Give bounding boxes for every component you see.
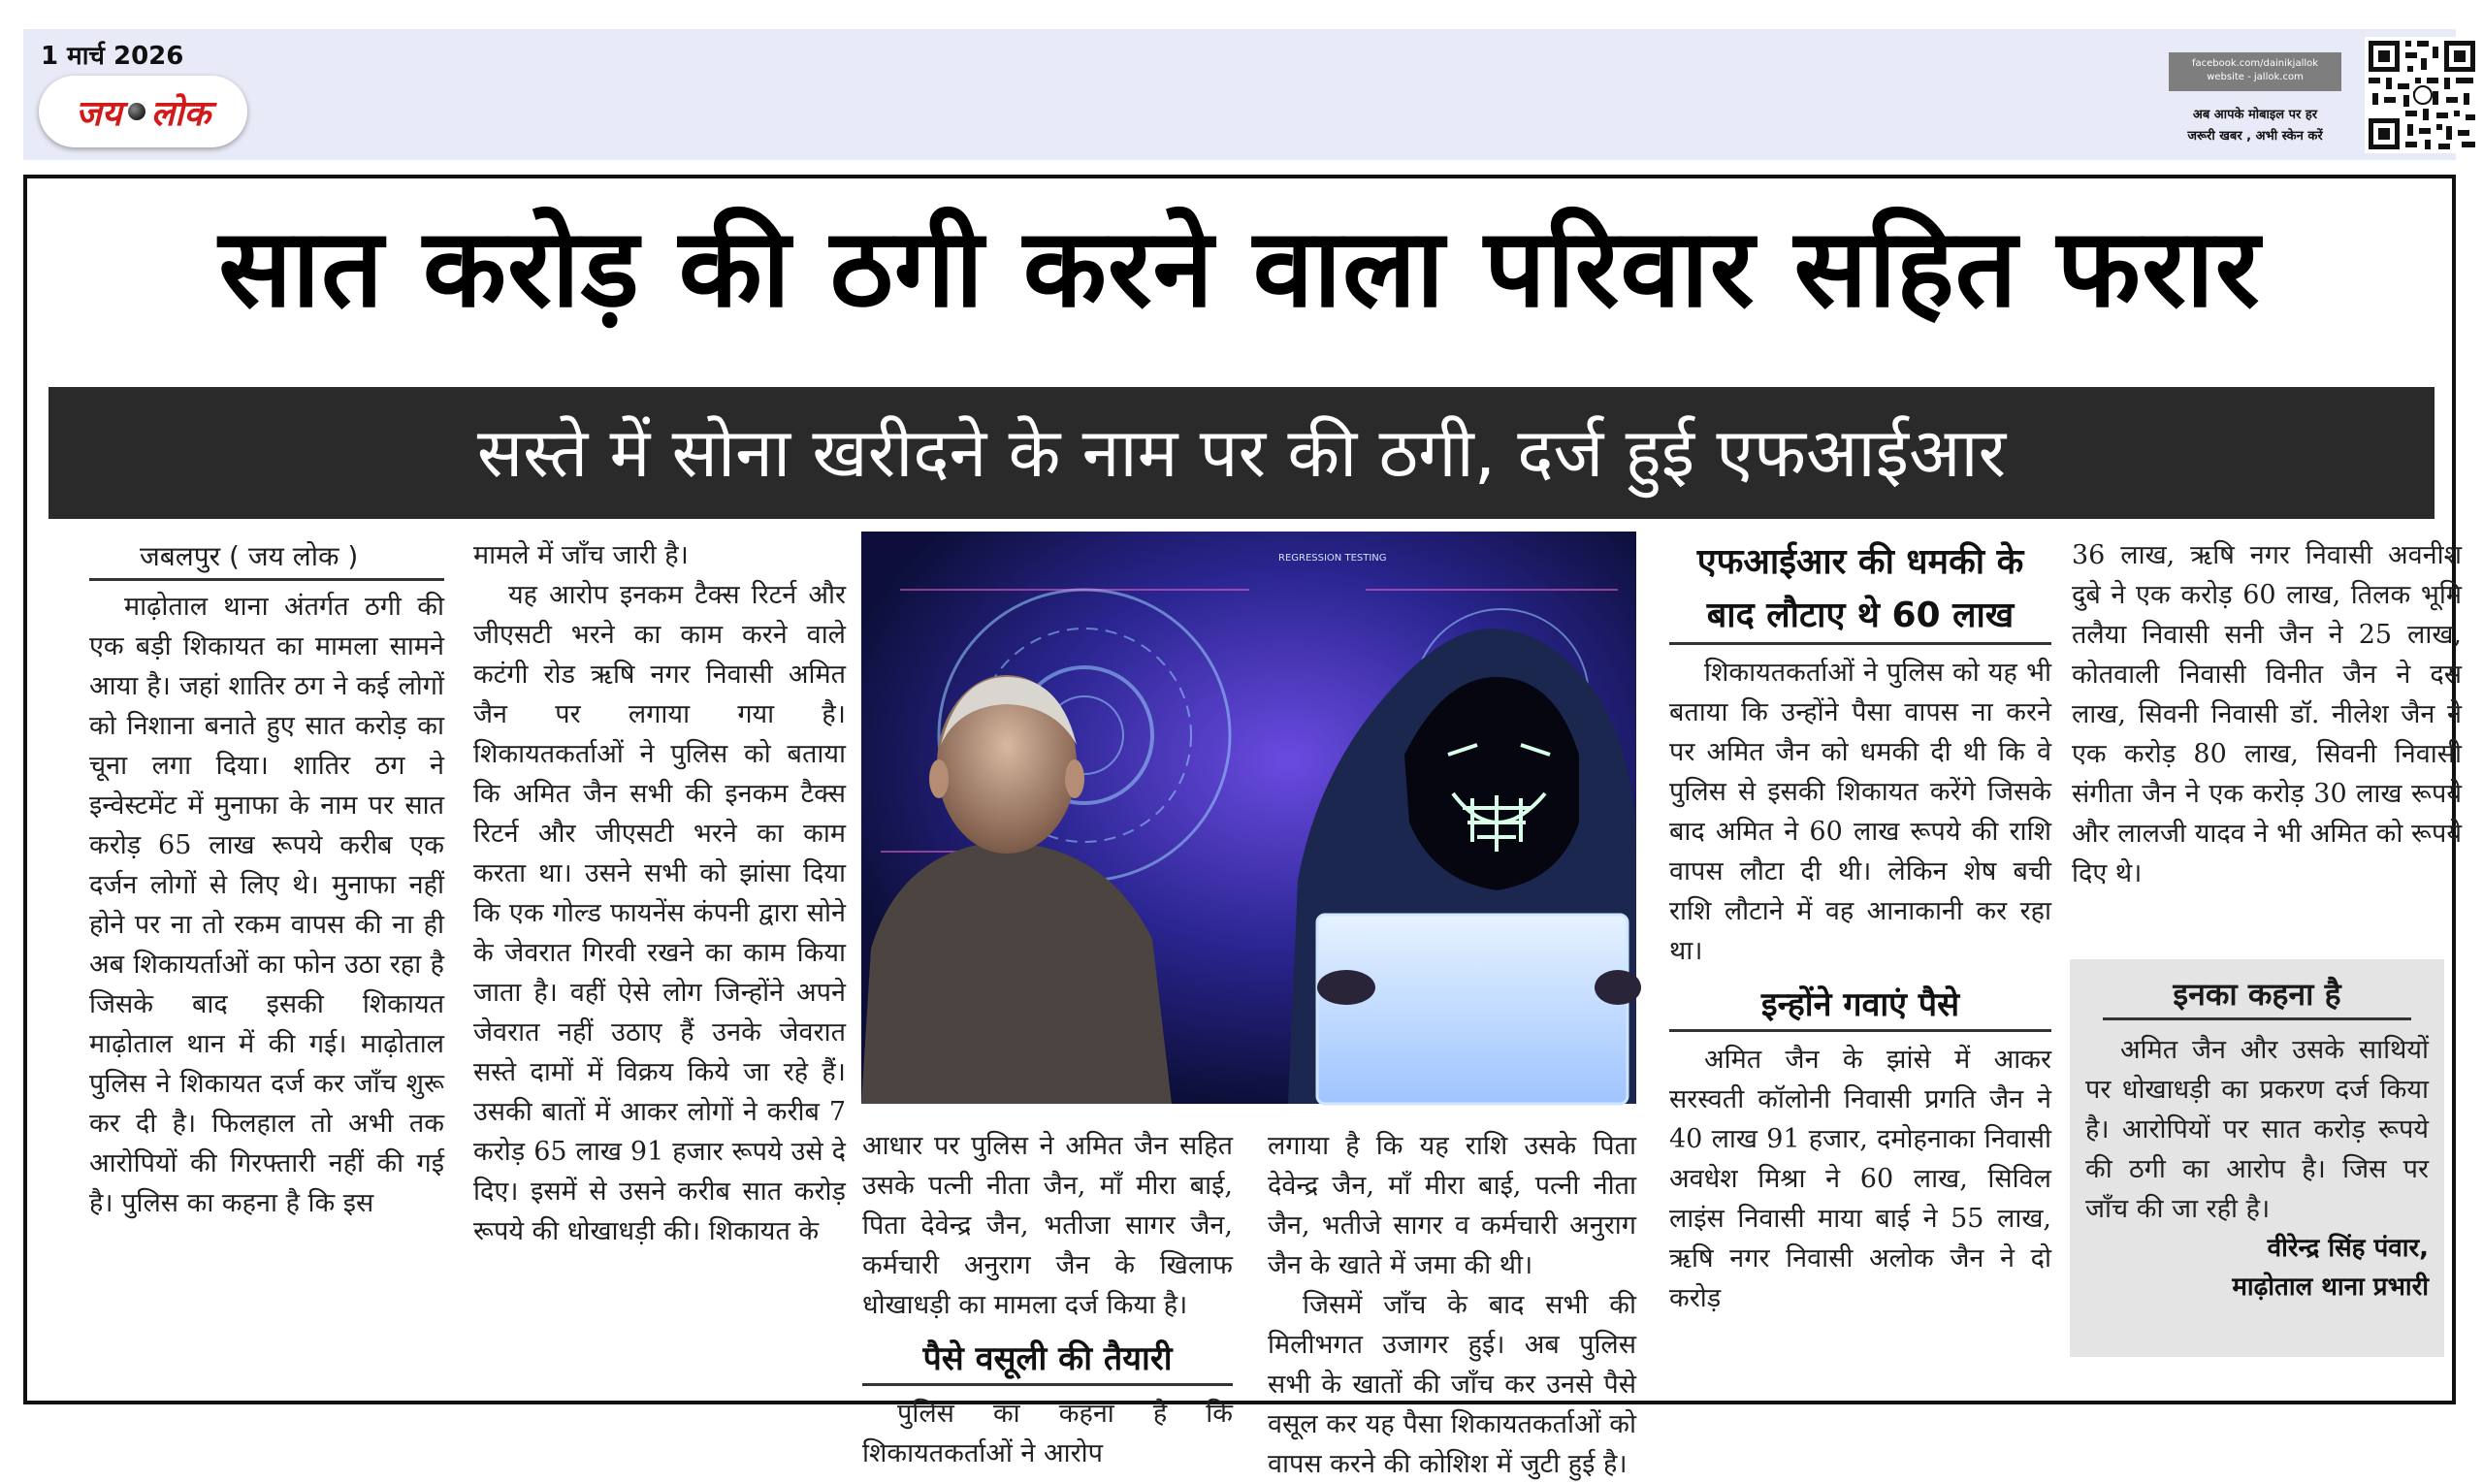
- website-link[interactable]: website - jallok.com: [2207, 72, 2304, 82]
- logo-text-left: जय: [76, 93, 122, 134]
- news-article: [23, 175, 2462, 1479]
- section-heading-victims: इन्होंने गवाएं पैसे: [1669, 981, 2051, 1032]
- globe-icon: [128, 103, 145, 120]
- column-3-text: आधार पर पुलिस ने अमित जैन सहित उसके पत्नी नीता जैन, माँ मीरा बाई, पिता देवेन्द्र जैन, भतीजा सागर जैन, कर्मचारी अनुराग जैन के खिलाफ धोखाधड़ी का मामला दर्ज किया है।: [862, 1131, 1233, 1320]
- social-links-box[interactable]: [2169, 52, 2341, 91]
- column-5-text-2: अमित जैन के झांसे में आकर सरस्वती कॉलोनी निवासी प्रगति जैन ने 40 लाख 91 हजार, दमोहनाका निवासी अवधेश मिश्रा ने 60 लाख, सिविल लाइंस निवासी माया बाई ने 55 लाख, ऋषि नगर निवासी अलोक जैन ने दो करोड़: [1669, 1045, 2051, 1313]
- dateline: जबलपुर ( जय लोक ): [89, 535, 444, 581]
- column-3-text-2: पुलिस का कहना है कि शिकायतकर्ताओं ने आरोप: [862, 1399, 1233, 1468]
- article-column-5: [1669, 535, 2051, 1318]
- scan-prompt-line1: अब आपके मोबाइल पर हर: [2192, 108, 2318, 122]
- quote-official-name: वीरेन्द्र सिंह पंवार,: [2267, 1234, 2429, 1263]
- newspaper-logo[interactable]: [39, 76, 247, 147]
- article-column-1: [89, 535, 444, 1223]
- quote-text: अमित जैन और उसके साथियों पर धोखाधड़ी का प्रकरण दर्ज किया है। आरोपियों पर सात करोड़ रूपये की ठगी का आरोप है। जिस पर जाँच की जा रही है।: [2085, 1035, 2429, 1224]
- article-subheadline: सस्ते में सोना खरीदने के नाम पर की ठगी, दर्ज हुई एफआईआर: [48, 387, 2435, 519]
- masthead: [23, 29, 2456, 160]
- column-1-text: माढ़ोताल थाना अंतर्गत ठगी की एक बड़ी शिकायत का मामला सामने आया है। जहां शातिर ठग ने कई लोगों को निशाना बनाते हुए सात करोड़ का चूना लगा दिया। शातिर ठग ने इन्वेस्टमेंट में मुनाफा के नाम पर सात करोड़ 65 लाख रूपये करीब एक दर्जन लोगों से लिए थे। मुनाफा नहीं होने पर ना तो रकम वापस की ना ही अब शिकायर्ताओं का फोन उठा रहा है जिसके बाद इसकी शिकायत माढ़ोताल थान में की गई। माढ़ोताल पुलिस ने शिकायत दर्ज कर जाँच शुरू कर दी है। फिलहाल तो अभी तक आरोपियों की गिरफ्तारी नहीं की गई है। पुलिस का कहना है कि इस: [89, 592, 444, 1218]
- section-heading-fir-line2: बाद लौटाए थे 60 लाख: [1669, 589, 2051, 645]
- column-4-text: लगाया है कि यह राशि उसके पिता देवेन्द्र जैन, माँ मीरा बाई, पत्नी नीता जैन, भतीजे सागर व कर्मचारी अनुराग जैन के खाते में जमा की थी।: [1268, 1131, 1636, 1280]
- scan-prompt-line2: जरूरी खबर , अभी स्केन करें: [2187, 129, 2323, 144]
- facebook-link[interactable]: facebook.com/dainikjallok: [2191, 58, 2319, 69]
- quote-box: [2070, 959, 2444, 1357]
- article-column-2: [473, 535, 846, 1251]
- article-column-3: [862, 1126, 1233, 1473]
- column-4-text-2: जिसमें जाँच के बाद सभी की मिलीभगत उजागर हुई। अब पुलिस सभी के खातों की जाँच कर उनसे पैसे वसूल कर यह पैसा शिकायतकर्ताओं को वापस करने की कोशिश में जुटी हुई है।: [1268, 1290, 1636, 1479]
- scan-prompt: [2153, 105, 2357, 147]
- section-heading-fir-line1: एफआईआर की धमकी के: [1696, 542, 2024, 582]
- quote-official-designation: माढ़ोताल थाना प्रभारी: [2232, 1273, 2429, 1302]
- column-2-lead: मामले में जाँच जारी है।: [473, 540, 689, 570]
- section-heading-recovery: पैसे वसूली की तैयारी: [862, 1335, 1233, 1386]
- article-column-4: [1268, 1126, 1636, 1484]
- column-2-text: यह आरोप इनकम टैक्स रिटर्न और जीएसटी भरने का काम करने वाले कटंगी रोड ऋषि नगर निवासी अमित जैन पर लगाया गया है। शिकायतकर्ताओं ने पुलिस को बताया कि अमित जैन सभी की इनकम टैक्स रिटर्न और जीएसटी भरने का काम करता था। उसने सभी को झांसा दिया कि एक गोल्ड फायनेंस कंपनी द्वारा सोने के जेवरात गिरवी रखने का काम किया जाता है। वहीं ऐसे लोग जिन्होंने अपने जेवरात नहीं उठाए हैं उनके जेवरात सस्ते दामों में विक्रय किये जा रहे हैं। उसकी बातों में आकर लोगों ने करीब 7 करोड़ 65 लाख 91 हजार रूपये उसे दे दिए। इसमें से उसने करीब सात करोड़ रूपये की धोखाधड़ी की। शिकायत के: [473, 580, 846, 1246]
- column-5-text: शिकायतकर्ताओं ने पुलिस को यह भी बताया कि उन्होंने पैसा वापस ना करने पर अमित जैन को धमकी दी थी कि वे पुलिस से इसकी शिकायत करेंगे जिसके बाद अमित ने 60 लाख रूपये की राशि वापस लौटा दी थी। लेकिन शेष बची राशि लौटाने में वह आनाकानी कर रहा था।: [1669, 658, 2051, 966]
- article-headline: सात करोड़ की ठगी करने वाला परिवार सहित फरार: [218, 206, 2261, 332]
- article-photo: [861, 532, 1636, 1104]
- article-column-6: [2072, 535, 2462, 893]
- qr-code-icon[interactable]: [2365, 37, 2479, 153]
- column-6-text: 36 लाख, ऋषि नगर निवासी अवनीश दुबे ने एक करोड़ 60 लाख, तिलक भूमि तलैया निवासी सनी जैन ने 25 लाख, कोतवाली निवासी विनीत जैन ने दस लाख, सिवनी निवासी डॉ. नीलेश जैन ने एक करोड़ 80 लाख, सिवनी निवासी संगीता जैन ने एक करोड़ 30 लाख रूपये और लालजी यादव ने भी अमित को रूपये दिए थे।: [2072, 540, 2462, 888]
- issue-date: 1 मार्च 2026: [41, 42, 184, 71]
- quote-box-title: इनका कहना है: [2103, 971, 2411, 1020]
- logo-text-right: लोक: [150, 93, 210, 134]
- photo-overlay-label: REGRESSION TESTING: [1278, 553, 1387, 564]
